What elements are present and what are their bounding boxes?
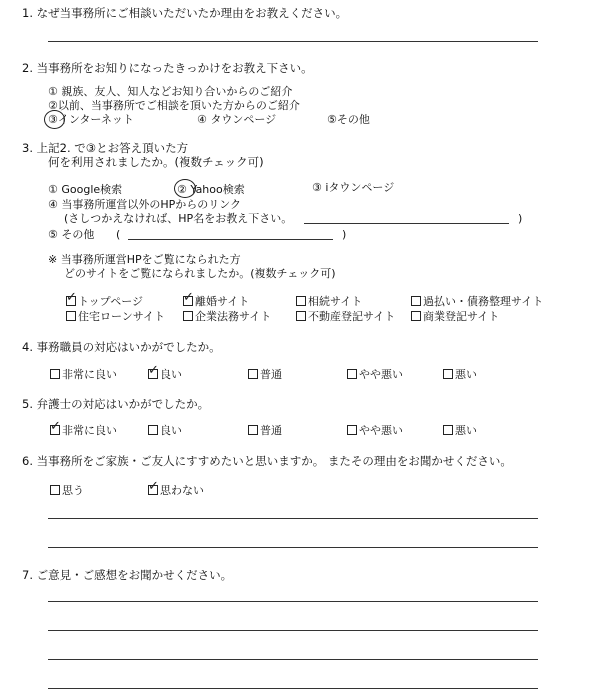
checkbox-icon[interactable] — [443, 425, 453, 435]
check-mark-icon: ✓ — [66, 290, 77, 305]
q2-option-3[interactable]: ③インターネット — [48, 113, 134, 126]
checkbox-icon[interactable] — [50, 369, 60, 379]
q3-sub-label: ※ 当事務所運営HPをご覧になられた方 — [48, 253, 241, 266]
checkbox-icon[interactable] — [183, 311, 193, 321]
q4-option-normal[interactable]: 普通 — [248, 369, 282, 380]
q7-answer-line-2[interactable] — [48, 630, 538, 631]
q4-option-bad[interactable]: 悪い — [443, 369, 477, 380]
site-checkbox-mortgage[interactable]: 住宅ローンサイト — [66, 311, 165, 322]
q3-hp-name-note: (さしつかえなければ、HP名をお教え下さい。 — [64, 212, 293, 225]
site-checkbox-top[interactable]: ✓ トップページ — [66, 290, 144, 308]
q5-option-bad[interactable]: 悪い — [443, 425, 477, 436]
checkbox-icon[interactable] — [66, 311, 76, 321]
q7-answer-line-3[interactable] — [48, 659, 538, 660]
q3-option-google[interactable]: ① Google検索 — [48, 183, 123, 196]
checkbox-icon[interactable] — [248, 369, 258, 379]
checkbox-icon[interactable] — [183, 290, 194, 306]
q4-option-good[interactable]: ✓ 良い — [148, 363, 182, 381]
q7-answer-line-4[interactable] — [48, 688, 538, 689]
q5-option-very-good[interactable]: ✓ 非常に良い — [50, 419, 117, 437]
q7-label: 7. ご意見・ご感想をお聞かせください。 — [22, 568, 233, 582]
check-mark-icon: ✓ — [183, 290, 194, 305]
checkbox-icon[interactable] — [347, 425, 357, 435]
q6-answer-line-2[interactable] — [48, 547, 538, 548]
q6-option-yes[interactable]: 思う — [50, 485, 84, 496]
checkbox-icon[interactable] — [411, 296, 421, 306]
q1-answer-line[interactable] — [48, 41, 538, 42]
q7-answer-line-1[interactable] — [48, 601, 538, 602]
q2-label: 2. 当事務所をお知りになったきっかけをお教え下さい。 — [22, 61, 313, 75]
q3-other-line[interactable] — [128, 239, 333, 240]
site-checkbox-debt[interactable]: 過払い・債務整理サイト — [411, 296, 543, 307]
q2-option-2[interactable]: ②以前、当事務所でご相談を頂いた方からのご紹介 — [48, 99, 300, 112]
q6-answer-line-1[interactable] — [48, 518, 538, 519]
q2-option-5[interactable]: ⑤その他 — [327, 113, 370, 126]
q3-option-other[interactable]: ⑤ その他 — [48, 228, 95, 241]
checkbox-icon[interactable] — [50, 419, 61, 435]
checkbox-icon[interactable] — [148, 363, 159, 379]
q5-label: 5. 弁護士の対応はいかがでしたか。 — [22, 397, 210, 411]
q3-option-itownpage[interactable]: ③ iタウンページ — [312, 181, 395, 194]
checkbox-icon[interactable] — [148, 479, 159, 495]
q3-sub-label-2: どのサイトをご覧になられましたか。(複数チェック可) — [64, 267, 336, 280]
checkbox-icon[interactable] — [296, 296, 306, 306]
check-mark-icon: ✓ — [148, 363, 159, 378]
site-checkbox-commercial[interactable]: 商業登記サイト — [411, 311, 499, 322]
q4-option-somewhat-bad[interactable]: やや悪い — [347, 369, 403, 380]
checkbox-icon[interactable] — [248, 425, 258, 435]
checkbox-icon[interactable] — [148, 425, 158, 435]
q6-label: 6. 当事務所をご家族・ご友人にすすめたいと思いますか。 またその理由をお聞かせください。 — [22, 454, 512, 468]
q2-option-4[interactable]: ④ タウンページ — [197, 113, 277, 126]
site-checkbox-realestate[interactable]: 不動産登記サイト — [296, 311, 395, 322]
q3-other-close-paren: ) — [342, 228, 347, 241]
q5-option-normal[interactable]: 普通 — [248, 425, 282, 436]
checkbox-icon[interactable] — [443, 369, 453, 379]
site-checkbox-corporate[interactable]: 企業法務サイト — [183, 311, 271, 322]
q5-option-somewhat-bad[interactable]: やや悪い — [347, 425, 403, 436]
q3-label-2: 何を利用されましたか。(複数チェック可) — [48, 155, 264, 169]
q3-option-other-hp[interactable]: ④ 当事務所運営以外のHPからのリンク — [48, 198, 242, 211]
checkbox-icon[interactable] — [296, 311, 306, 321]
q3-selected-circle — [174, 179, 196, 198]
check-mark-icon: ✓ — [148, 479, 159, 494]
q5-option-good[interactable]: 良い — [148, 425, 182, 436]
checkbox-icon[interactable] — [66, 290, 77, 306]
q6-option-no[interactable]: ✓ 思わない — [148, 479, 204, 497]
check-mark-icon: ✓ — [50, 419, 61, 434]
q2-selected-circle — [44, 110, 65, 129]
site-checkbox-divorce[interactable]: ✓ 離婚サイト — [183, 290, 250, 308]
q3-hp-close-paren: ) — [518, 212, 523, 225]
site-checkbox-inheritance[interactable]: 相続サイト — [296, 296, 362, 307]
q3-other-open-paren: ( — [116, 228, 121, 241]
checkbox-icon[interactable] — [411, 311, 421, 321]
q4-option-very-good[interactable]: 非常に良い — [50, 369, 117, 380]
q2-option-1[interactable]: ① 親族、友人、知人などお知り合いからのご紹介 — [48, 85, 293, 98]
q3-option-yahoo[interactable]: ② Yahoo検索 — [177, 183, 245, 196]
q3-label: 3. 上記2. で③とお答え頂いた方 — [22, 141, 189, 155]
checkbox-icon[interactable] — [50, 485, 60, 495]
q3-hp-name-line[interactable] — [304, 223, 509, 224]
q1-label: 1. なぜ当事務所にご相談いただいたか理由をお教えください。 — [22, 6, 348, 20]
checkbox-icon[interactable] — [347, 369, 357, 379]
q4-label: 4. 事務職員の対応はいかがでしたか。 — [22, 340, 221, 354]
